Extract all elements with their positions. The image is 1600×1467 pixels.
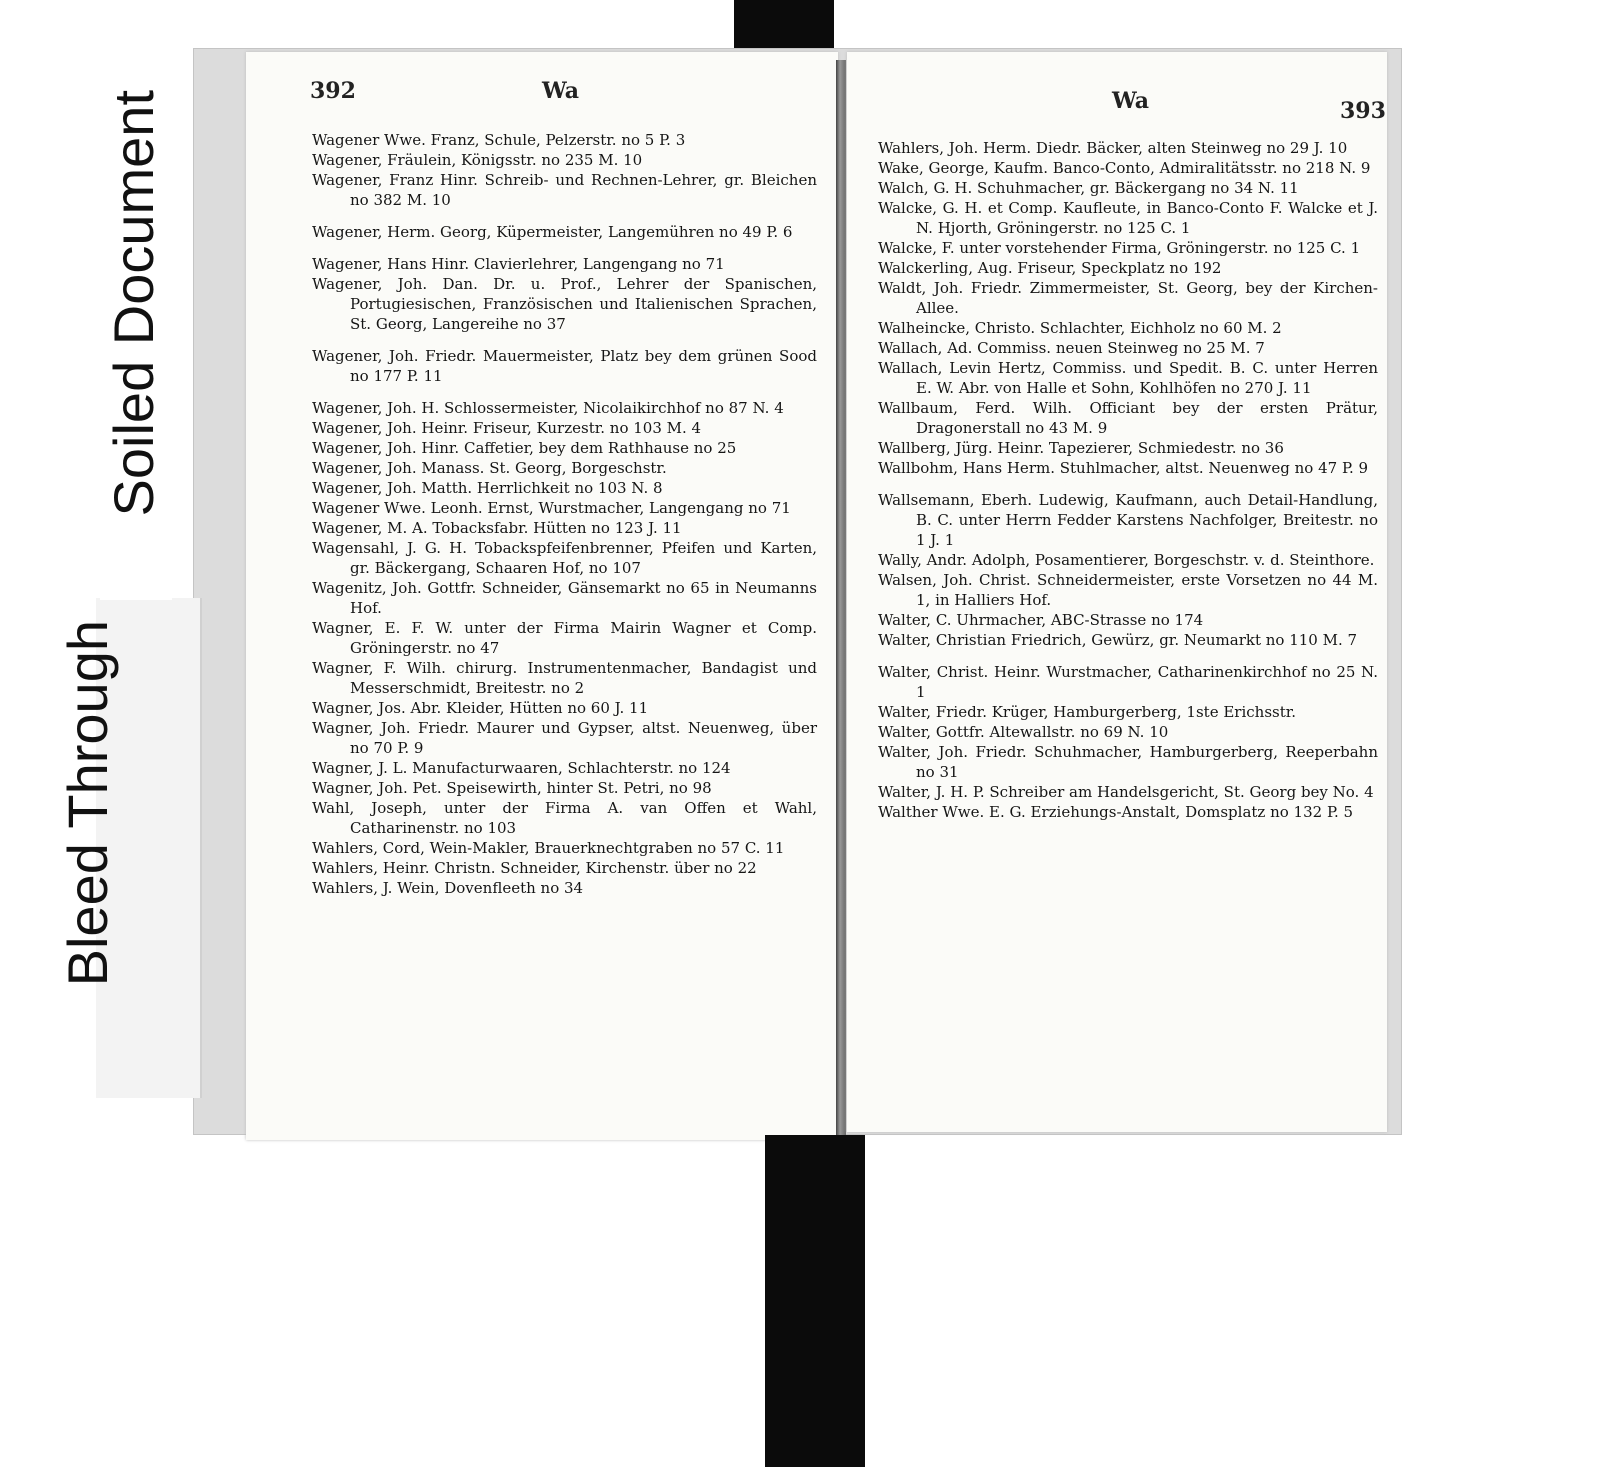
directory-entry: Wallbohm, Hans Herm. Stuhlmacher, altst. Neuenweg no 47 P. 9 <box>878 459 1369 477</box>
directory-entry: Wahlers, Joh. Herm. Diedr. Bäcker, alten Steinweg no 29 J. 10 <box>878 139 1348 157</box>
directory-entry: Wagenitz, Joh. Gottfr. Schneider, Gänsemarkt no 65 in Neumanns Hof. <box>312 579 817 617</box>
binding-strip-top <box>734 0 834 50</box>
directory-entry: Walter, J. H. P. Schreiber am Handelsgericht, St. Georg bey No. 4 <box>878 783 1374 801</box>
directory-entry: Wahlers, Cord, Wein-Makler, Brauerknechtgraben no 57 C. 11 <box>312 839 785 857</box>
left-running-head: Wa <box>542 78 580 104</box>
directory-entry: Wallach, Levin Hertz, Commiss. und Spedit. B. C. unter Herren E. W. Abr. von Halle et Sohn, Kohlhöfen no 270 J. 11 <box>878 359 1378 397</box>
directory-entry: Wagener, Hans Hinr. Clavierlehrer, Langengang no 71 <box>312 255 725 273</box>
directory-entry: Wagener, Joh. Matth. Herrlichkeit no 103 N. 8 <box>312 479 663 497</box>
directory-entry: Walch, G. H. Schuhmacher, gr. Bäckergang no 34 N. 11 <box>878 179 1299 197</box>
directory-entry: Walter, Joh. Friedr. Schuhmacher, Hamburgerberg, Reeperbahn no 31 <box>878 743 1378 781</box>
directory-entry: Walsen, Joh. Christ. Schneidermeister, erste Vorsetzen no 44 M. 1, in Halliers Hof. <box>878 571 1378 609</box>
directory-entry: Walter, Gottfr. Altewallstr. no 69 N. 10 <box>878 723 1169 741</box>
directory-entry: Wagener, Joh. Friedr. Mauermeister, Platz bey dem grünen Sood no 177 P. 11 <box>312 347 817 385</box>
directory-entry: Walckerling, Aug. Friseur, Speckplatz no 192 <box>878 259 1222 277</box>
directory-entry: Wake, George, Kaufm. Banco-Conto, Admiralitätsstr. no 218 N. 9 <box>878 159 1371 177</box>
directory-entry: Wallach, Ad. Commiss. neuen Steinweg no 25 M. 7 <box>878 339 1265 357</box>
directory-entry: Wagener, Joh. Manass. St. Georg, Borgeschstr. <box>312 459 667 477</box>
directory-entry: Wagener, Joh. H. Schlossermeister, Nicolaikirchhof no 87 N. 4 <box>312 399 784 417</box>
directory-entry: Wagener, Franz Hinr. Schreib- und Rechnen-Lehrer, gr. Bleichen no 382 M. 10 <box>312 171 817 209</box>
directory-entry: Wallsemann, Eberh. Ludewig, Kaufmann, auch Detail-Handlung, B. C. unter Herrn Fedder Karstens Nachfolger, Breitestr. no 1 J. 1 <box>878 491 1378 549</box>
directory-entry: Wagener Wwe. Franz, Schule, Pelzerstr. no 5 P. 3 <box>312 131 686 149</box>
directory-entry: Waldt, Joh. Friedr. Zimmermeister, St. Georg, bey der Kirchen-Allee. <box>878 279 1378 317</box>
left-entry-list <box>312 130 817 898</box>
left-page-number: 392 <box>310 78 356 104</box>
directory-entry: Walter, Friedr. Krüger, Hamburgerberg, 1ste Erichsstr. <box>878 703 1297 721</box>
directory-entry: Wallberg, Jürg. Heinr. Tapezierer, Schmiedestr. no 36 <box>878 439 1284 457</box>
directory-entry: Wagner, J. L. Manufacturwaaren, Schlachterstr. no 124 <box>312 759 731 777</box>
directory-entry: Wagener, Herm. Georg, Küpermeister, Langemühren no 49 P. 6 <box>312 223 793 241</box>
directory-entry: Walcke, F. unter vorstehender Firma, Gröningerstr. no 125 C. 1 <box>878 239 1361 257</box>
directory-entry: Wahlers, Heinr. Christn. Schneider, Kirchenstr. über no 22 <box>312 859 757 877</box>
right-running-head: Wa <box>1112 88 1150 114</box>
directory-entry: Walter, C. Uhrmacher, ABC-Strasse no 174 <box>878 611 1204 629</box>
directory-entry: Wagener, M. A. Tobacksfabr. Hütten no 123 J. 11 <box>312 519 682 537</box>
soiled-document-label: Soiled Document <box>100 80 172 600</box>
directory-entry: Wagner, Joh. Pet. Speisewirth, hinter St. Petri, no 98 <box>312 779 712 797</box>
directory-entry: Walheincke, Christo. Schlachter, Eichholz no 60 M. 2 <box>878 319 1282 337</box>
page-gutter <box>836 60 846 1135</box>
directory-entry: Wagner, F. Wilh. chirurg. Instrumentenmacher, Bandagist und Messerschmidt, Breitestr. no 2 <box>312 659 817 697</box>
directory-entry: Wagener, Joh. Dan. Dr. u. Prof., Lehrer der Spanischen, Portugiesischen, Französischen und Italienischen Sprachen, St. Georg, Langereihe no 37 <box>312 275 817 333</box>
directory-entry: Wally, Andr. Adolph, Posamentierer, Borgeschstr. v. d. Steinthore. <box>878 551 1375 569</box>
directory-entry: Wagensahl, J. G. H. Tobackspfeifenbrenner, Pfeifen und Karten, gr. Bäckergang, Schaaren Hof, no 107 <box>312 539 817 577</box>
directory-entry: Wagener, Joh. Hinr. Caffetier, bey dem Rathhause no 25 <box>312 439 737 457</box>
directory-entry: Walcke, G. H. et Comp. Kaufleute, in Banco-Conto F. Walcke et J. N. Hjorth, Gröningerstr. no 125 C. 1 <box>878 199 1378 237</box>
directory-entry: Wahl, Joseph, unter der Firma A. van Offen et Wahl, Catharinenstr. no 103 <box>312 799 817 837</box>
binding-strip-bottom <box>765 1135 865 1467</box>
directory-entry: Wagner, Jos. Abr. Kleider, Hütten no 60 J. 11 <box>312 699 649 717</box>
directory-entry: Wahlers, J. Wein, Dovenfleeth no 34 <box>312 879 584 897</box>
bleed-through-label: Bleed Through <box>56 620 119 987</box>
directory-entry: Wagner, Joh. Friedr. Maurer und Gypser, altst. Neuenweg, über no 70 P. 9 <box>312 719 817 757</box>
directory-entry: Wagener, Fräulein, Königsstr. no 235 M. 10 <box>312 151 643 169</box>
directory-entry: Walther Wwe. E. G. Erziehungs-Anstalt, Domsplatz no 132 P. 5 <box>878 803 1354 821</box>
directory-entry: Wagener, Joh. Heinr. Friseur, Kurzestr. no 103 M. 4 <box>312 419 702 437</box>
directory-entry: Wagener Wwe. Leonh. Ernst, Wurstmacher, Langengang no 71 <box>312 499 791 517</box>
right-entry-list <box>878 138 1378 822</box>
right-page-number: 393 <box>1340 98 1386 124</box>
directory-entry: Walter, Christian Friedrich, Gewürz, gr. Neumarkt no 110 M. 7 <box>878 631 1358 649</box>
directory-entry: Walter, Christ. Heinr. Wurstmacher, Catharinenkirchhof no 25 N. 1 <box>878 663 1378 701</box>
directory-entry: Wagner, E. F. W. unter der Firma Mairin Wagner et Comp. Gröningerstr. no 47 <box>312 619 817 657</box>
directory-entry: Wallbaum, Ferd. Wilh. Officiant bey der ersten Prätur, Dragonerstall no 43 M. 9 <box>878 399 1378 437</box>
